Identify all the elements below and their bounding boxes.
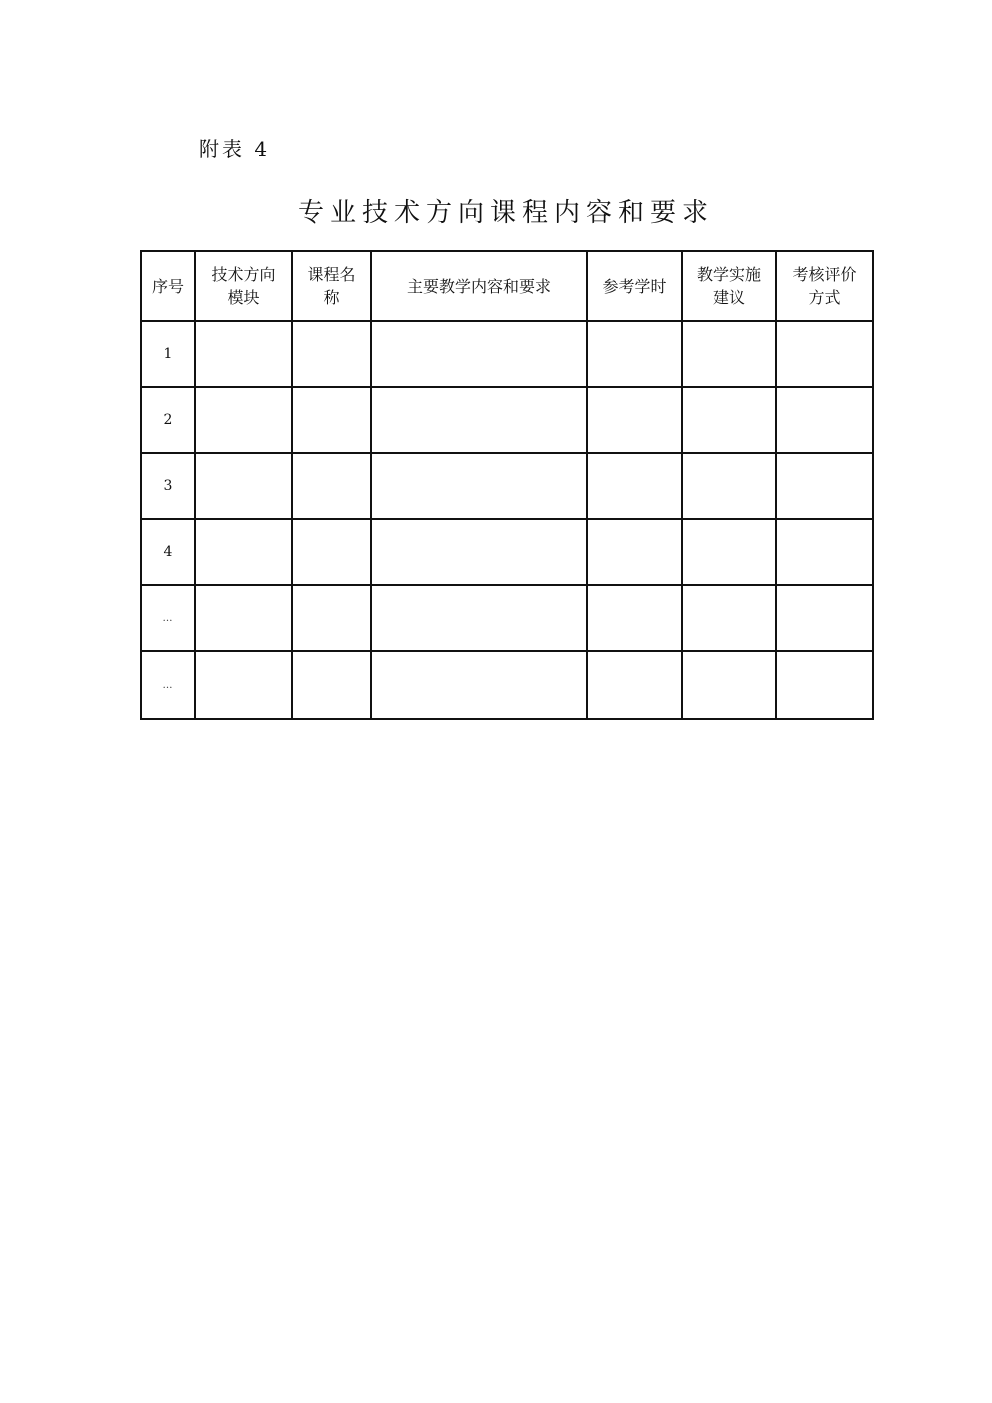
implementation-cell [682,585,776,651]
table-row [141,585,873,651]
module-cell [195,519,292,585]
table-row [141,519,873,585]
row-seq-cell: … [141,585,195,651]
course-cell [292,453,371,519]
implementation-cell [682,651,776,719]
appendix-label: 附表 4 [199,137,271,161]
table-header-row [141,251,873,321]
course-table [140,250,874,720]
implementation-cell [682,387,776,453]
hours-cell [587,453,682,519]
assessment-cell [776,585,873,651]
assessment-cell [776,387,873,453]
hours-cell [587,321,682,387]
table-row [141,453,873,519]
row-seq-cell: 4 [141,519,195,585]
table-row [141,651,873,719]
course-cell [292,651,371,719]
hours-cell [587,651,682,719]
module-cell [195,321,292,387]
module-cell [195,585,292,651]
course-cell [292,321,371,387]
implementation-cell [682,453,776,519]
content-cell [371,519,587,585]
content-cell [371,585,587,651]
assessment-cell [776,651,873,719]
table-row [141,321,873,387]
header-module: 技术方向 模块 [195,251,292,321]
table-row [141,387,873,453]
row-seq-cell: … [141,651,195,719]
hours-cell [587,585,682,651]
row-seq-cell: 2 [141,387,195,453]
implementation-cell [682,519,776,585]
course-cell [292,585,371,651]
page-title: 专业技术方向课程内容和要求 [297,198,714,228]
module-cell [195,651,292,719]
header-course-name: 课程名 称 [292,251,371,321]
assessment-cell [776,519,873,585]
row-seq-cell: 1 [141,321,195,387]
assessment-cell [776,453,873,519]
module-cell [195,387,292,453]
assessment-cell [776,321,873,387]
row-seq-cell: 3 [141,453,195,519]
hours-cell [587,519,682,585]
content-cell [371,387,587,453]
course-cell [292,519,371,585]
header-implementation: 教学实施 建议 [682,251,776,321]
header-hours: 参考学时 [587,251,682,321]
header-content: 主要教学内容和要求 [371,251,587,321]
content-cell [371,321,587,387]
content-cell [371,453,587,519]
implementation-cell [682,321,776,387]
module-cell [195,453,292,519]
hours-cell [587,387,682,453]
content-cell [371,651,587,719]
course-cell [292,387,371,453]
header-seq: 序号 [141,251,195,321]
header-assessment: 考核评价 方式 [776,251,873,321]
